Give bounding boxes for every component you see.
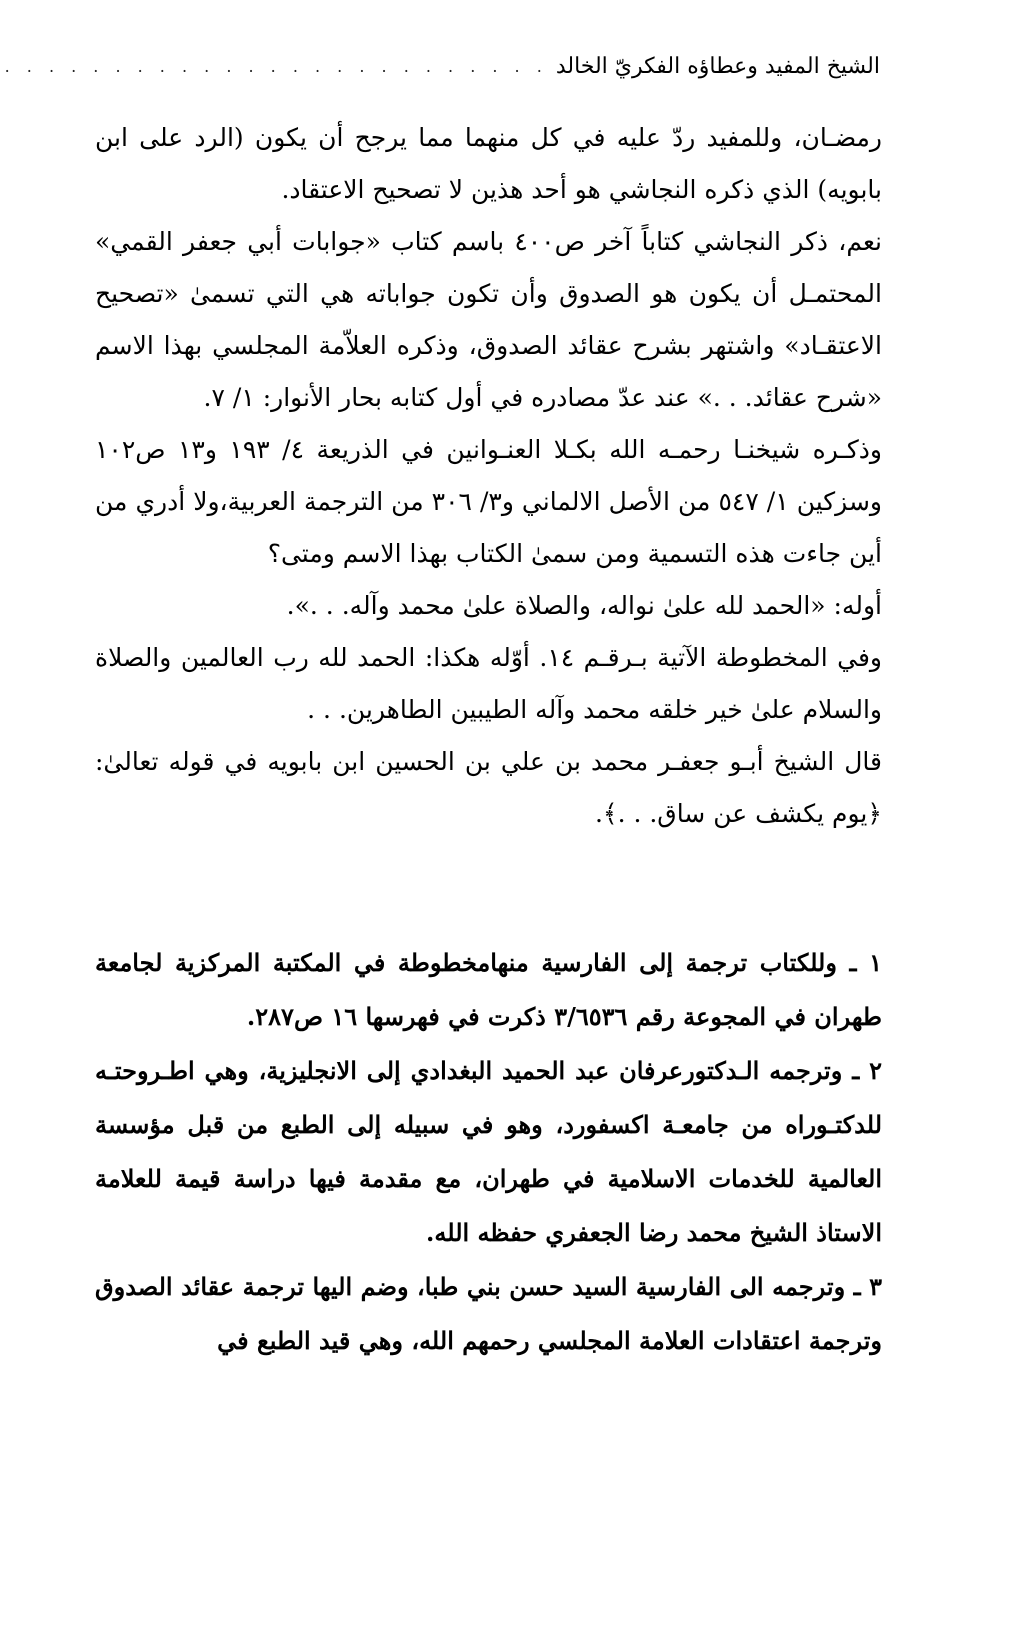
paragraph: أوله: «الحمد لله علىٰ نواله، والصلاة علىٰ محمد وآله. . .». [286, 591, 882, 620]
header-leader-dots: . . . . . . . . . . . . . . . . . . . . . . . . . [4, 56, 548, 76]
paragraph: نعم، ذكر النجاشي كتاباً آخر ص٤٠٠ باسم كتاب «جوابات أبي جعفر القمي» المحتمـل أن يكون هو الصدوق وأن تكون جواباته هي التي تسمىٰ «تصحيح الاعتقـاد» واشتهر بشرح عقائد الصدوق، وذكره العلاّمة المجلسي بهذا الاسم «شرح عقائد. . .» عند عدّ مصادره في أول كتابه بحار الأنوار: ١/ ٧. [95, 227, 883, 412]
footnote: ١ ـ وللكتاب ترجمة إلى الفارسية منهامخطوطة في المكتبة المركزية لجامعة طهران في المجوعة رقم ٣/٦٥٣٦ ذكرت في فهرسها ١٦ ص٢٨٧. [95, 948, 882, 1031]
paragraph: وذكـره شيخنـا رحمـه الله بكـلا العنـوانين في الذريعة ٤/ ١٩٣ و١٣ ص١٠٢ وسزكين ١/ ٥٤٧ من الأصل الالماني و٣/ ٣٠٦ من الترجمة العربية،ولا أدري من أين جاءت هذه التسمية ومن سمىٰ الكتاب بهذا الاسم ومتى؟ [95, 435, 883, 568]
running-header [4, 44, 880, 88]
paragraph: قال الشيخ أبـو جعفـر محمد بن علي بن الحسين ابن بابويه في قوله تعالىٰ: ﴿يوم يكشف عن ساق. . .﴾. [95, 747, 882, 828]
main-text [95, 112, 882, 840]
header-title: الشيخ المفيد وعطاؤه الفكريّ الخالد [555, 53, 880, 79]
footnote: ٢ ـ وترجمه الـدكتورعرفان عبد الحميد البغدادي إلى الانجليزية، وهي اطـروحتـه للدكتـوراه من جامعـة اكسفورد، وهو في سبيله إلى الطبع من قبل مؤسسة العالمية للخدمات الاسلامية في طهران، مع مقدمة فيها دراسة قيمة للعلامة الاستاذ الشيخ محمد رضا الجعفري حفظه الله. [95, 1056, 882, 1247]
paragraph: وفي المخطوطة الآتية بـرقـم ١٤. أوّله هكذا: الحمد لله رب العالمين والصلاة والسلام علىٰ خير خلقه محمد وآله الطيبين الطاهرين. . . [95, 643, 882, 724]
footnotes [95, 936, 882, 1368]
footnote: ٣ ـ وترجمه الى الفارسية السيد حسن بني طبا، وضم اليها ترجمة عقائد الصدوق وترجمة اعتقادات العلامة المجلسي رحمهم الله، وهي قيد الطبع في [95, 1272, 883, 1355]
paragraph: رمضـان، وللمفيد ردّ عليه في كل منهما مما يرجح أن يكون (الرد على ابن بابويه) الذي ذكره النجاشي هو أحد هذين لا تصحيح الاعتقاد. [95, 123, 882, 204]
